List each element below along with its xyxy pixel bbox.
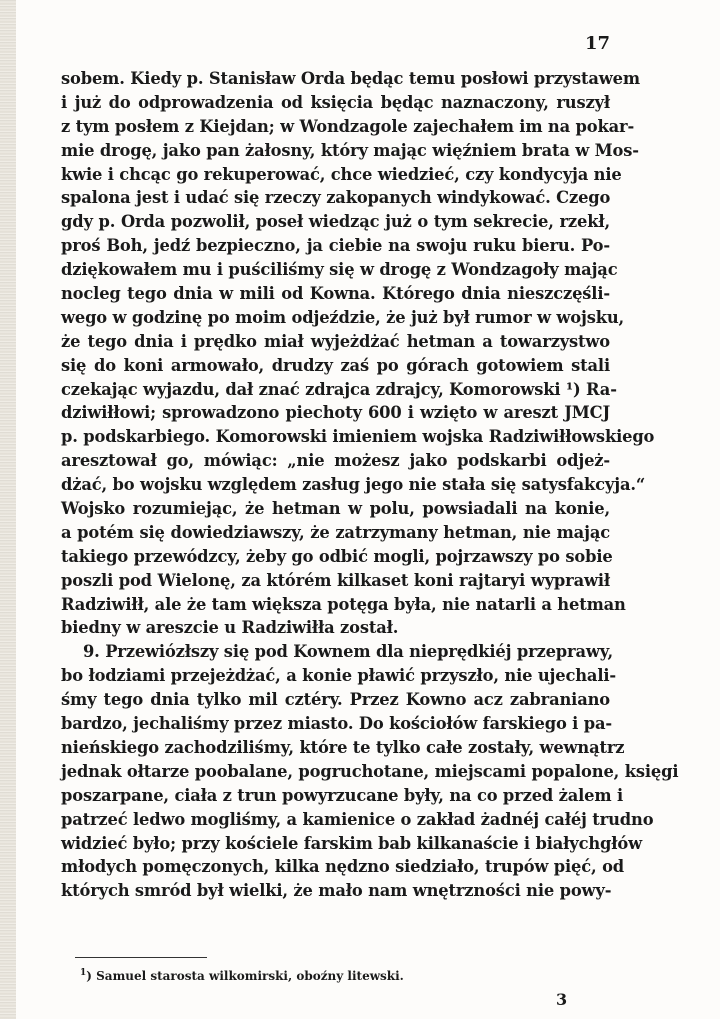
text-line: wego w godzinę po moim odjeździe, że już był rumor w wojsku, <box>61 307 625 327</box>
text-line: młodych pomęczonych, kilka nędzno siedziało, trupów pięć, od <box>61 857 625 877</box>
footnote-text: ) Samuel starosta wilkomirski, oboźny litewski. <box>86 969 404 983</box>
text-line: dziwiłłowi; sprowadzono piechoty 600 i wzięto w areszt JMCJ <box>61 403 610 423</box>
body-text <box>61 67 679 903</box>
footnote <box>80 968 404 983</box>
text-line: proś Boh, jedź bezpieczno, ja ciebie na swoju ruku bieru. Po- <box>61 236 610 256</box>
text-line: czekając wyjazdu, dał znać zdrajca zdrajcy, Komorowski ¹) Ra- <box>61 379 617 399</box>
text-line: takiego przewódzcy, żeby go odbić mogli, pojrzawszy po sobie <box>61 546 613 566</box>
text-line: dziękowałem mu i puściliśmy się w drogę z Wondzagoły mając <box>61 260 618 280</box>
text-line: 9. Przewiózłszy się pod Kownem dla nieprędkiéj przeprawy, <box>83 642 614 662</box>
text-line: nieńskiego zachodziliśmy, które te tylko całe zostały, wewnątrz <box>61 737 625 757</box>
text-line: dżać, bo wojsku względem zasług jego nie stała się satysfakcyja.“ <box>61 475 646 495</box>
text-line: że tego dnia i prędko miał wyjeżdżać hetman a towarzystwo <box>61 331 610 351</box>
text-line: spalona jest i udać się rzeczy zakopanych windykować. Czego <box>61 188 611 208</box>
text-line: bardzo, jechaliśmy przez miasto. Do kościołów farskiego i pa- <box>61 714 612 734</box>
text-line: i już do odprowadzenia od księcia będąc naznaczony, ruszył <box>61 92 610 112</box>
text-line: śmy tego dnia tylko mil cztéry. Przez Kowno acz zabraniano <box>61 690 610 710</box>
text-line: poszli pod Wielonę, za którém kilkaset koni rajtaryi wyprawił <box>61 570 610 590</box>
text-line: których smród był wielki, że mało nam wnętrzności nie powy- <box>61 881 612 901</box>
text-line: p. podskarbiego. Komorowski imieniem wojska Radziwiłłowskiego <box>61 427 655 447</box>
text-line: mie drogę, jako pan żałosny, który mając więźniem brata w Mos- <box>61 140 639 160</box>
text-line: nocleg tego dnia w mili od Kowna. Którego dnia nieszczęśli- <box>61 284 610 304</box>
text-line: Wojsko rozumiejąc, że hetman w polu, powsiadali na konie, <box>61 499 610 519</box>
text-line: Radziwiłł, ale że tam większa potęga była, nie natarli a hetman <box>61 594 626 614</box>
text-line: z tym posłem z Kiejdan; w Wondzagole zajechałem im na pokar- <box>61 116 635 136</box>
text-line: poszarpane, ciała z trun powyrzucane były, na co przed żalem i <box>61 785 624 805</box>
signature-mark: 3 <box>556 990 568 1009</box>
text-line: a potém się dowiedziawszy, że zatrzymany hetman, nie mając <box>61 522 610 542</box>
text-line: bo łodziami przejeżdżać, a konie pławić przyszło, nie ujechali- <box>61 666 617 686</box>
text-line: się do koni armowało, drudzy zaś po górach gotowiem stali <box>61 355 610 375</box>
footnote-rule <box>75 957 207 958</box>
text-line: widzieć było; przy kościele farskim bab kilkanaście i białychgłów <box>61 833 642 853</box>
page-number: 17 <box>584 33 610 54</box>
text-line: gdy p. Orda pozwolił, poseł wiedząc już o tym sekrecie, rzekł, <box>61 212 610 232</box>
text-line: aresztował go, mówiąc: „nie możesz jako podskarbi odjeż- <box>61 451 610 471</box>
text-line: sobem. Kiedy p. Stanisław Orda będąc temu posłowi przystawem <box>61 69 640 88</box>
page-edge-scan-artifact <box>0 0 16 1019</box>
text-line: patrzeć ledwo mogliśmy, a kamienice o zakład żadnéj całéj trudno <box>61 809 654 829</box>
footnote-marker: 1 <box>80 968 87 978</box>
text-line: kwie i chcąc go rekuperować, chce wiedzieć, czy kondycyja nie <box>61 164 622 184</box>
text-line: jednak ołtarze poobalane, pogruchotane, miejscami popalone, księgi <box>61 761 679 781</box>
text-line: biedny w areszcie u Radziwiłła został. <box>61 618 399 638</box>
